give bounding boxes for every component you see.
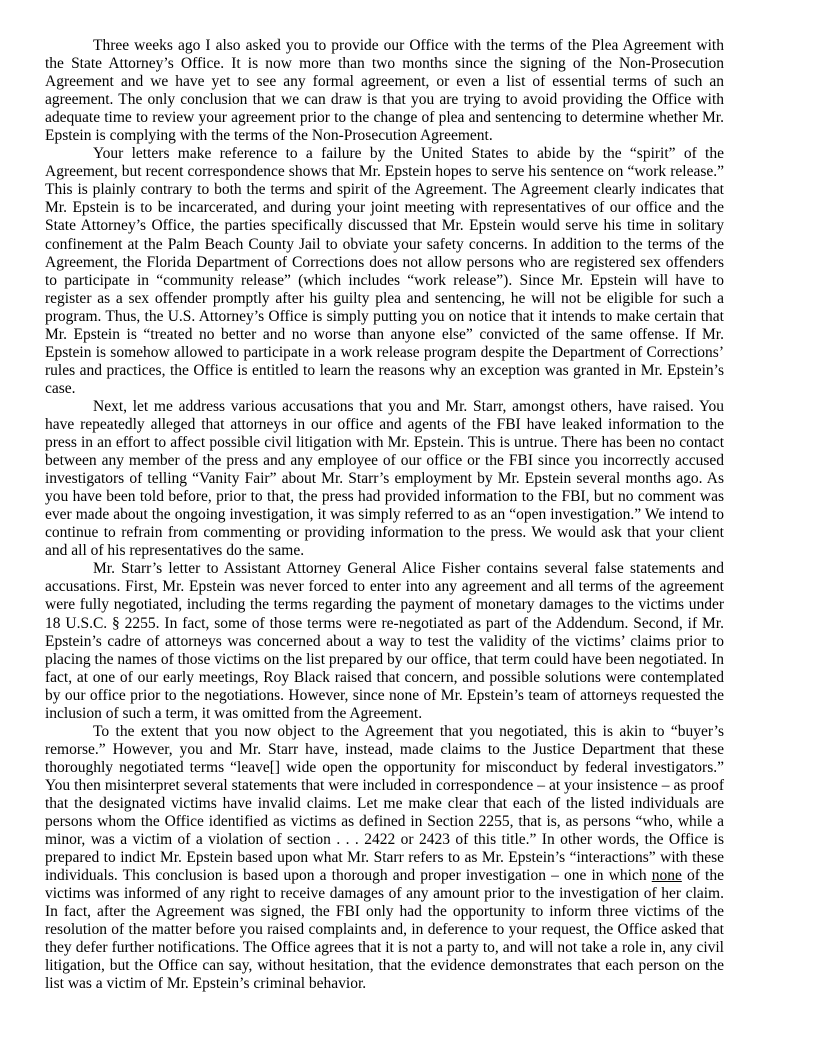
letter-page	[45, 37, 724, 993]
paragraph-text-before: To the extent that you now object to the Agreement that you negotiated, this is akin to “buyer’s remorse.” However, you and Mr. Starr have, instead, made claims to the Justice Department that these thoroughly negotiated terms “leave[] wide open the opportunity for misconduct by federal investigators.” You then misinterpret several statements that were included in correspondence – at your insistence – as proof that the designated victims have invalid claims. Let me make clear that each of the listed individuals are persons whom the Office identified as victims as defined in Section 2255, that is, as persons “who, while a minor, was a victim of a violation of section . . . 2422 or 2423 of this title.” In other words, the Office is prepared to indict Mr. Epstein based upon what Mr. Starr refers to as Mr. Epstein’s “interactions” with these individuals. This conclusion is based upon a thorough and proper investigation – one in which	[45, 722, 724, 885]
paragraph-starr-letter: Mr. Starr’s letter to Assistant Attorney General Alice Fisher contains several false statements and accusations. First, Mr. Epstein was never forced to enter into any agreement and all terms of the agreement were fully negotiated, including the terms regarding the payment of monetary damages to the victims under 18 U.S.C. § 2255. In fact, some of those terms were re-negotiated as part of the Addendum. Second, if Mr. Epstein’s cadre of attorneys was concerned about a way to test the validity of the victims’ claims prior to placing the names of those victims on the list prepared by our office, that term could have been negotiated. In fact, at one of our early meetings, Roy Black raised that concern, and possible solutions were contemplated by our office prior to the negotiations. However, since none of Mr. Epstein’s team of attorneys requested the inclusion of such a term, it was omitted from the Agreement.	[45, 560, 724, 722]
paragraph-buyers-remorse	[45, 723, 724, 994]
paragraph-plea-agreement: Three weeks ago I also asked you to provide our Office with the terms of the Plea Agreement with the State Attorney’s Office. It is now more than two months since the signing of the Non-Prosecution Agreement and we have yet to see any formal agreement, or even a list of essential terms of such an agreement. The only conclusion that we can draw is that you are trying to avoid providing the Office with adequate time to review your agreement prior to the change of plea and sentencing to determine whether Mr. Epstein is complying with the terms of the Non-Prosecution Agreement.	[45, 37, 724, 145]
paragraph-press-accusations: Next, let me address various accusations that you and Mr. Starr, amongst others, have raised. You have repeatedly alleged that attorneys in our office and agents of the FBI have leaked information to the press in an effort to affect possible civil litigation with Mr. Epstein. This is untrue. There has been no contact between any member of the press and any employee of our office or the FBI since you incorrectly accused investigators of telling “Vanity Fair” about Mr. Starr’s employment by Mr. Epstein several months ago. As you have been told before, prior to that, the press had provided information to the FBI, but no comment was ever made about the ongoing investigation, it was simply referred to as an “open investigation.” We intend to continue to refrain from commenting or providing information to the press. We would ask that your client and all of his representatives do the same.	[45, 397, 724, 560]
paragraph-text-after: of the victims was informed of any right to receive damages of any amount prior to the investigation of her claim. In fact, after the Agreement was signed, the FBI only had the opportunity to inform three victims of the resolution of the matter before you raised complaints and, in deference to your request, the Office asked that they defer further notifications. The Office agrees that it is not a party to, and will not take a role in, any civil litigation, but the Office can say, without hesitation, that the evidence demonstrates that each person on the list was a victim of Mr. Epstein’s criminal behavior.	[45, 867, 724, 993]
paragraph-work-release: Your letters make reference to a failure by the United States to abide by the “spirit” of the Agreement, but recent correspondence shows that Mr. Epstein hopes to serve his sentence on “work release.” This is plainly contrary to both the terms and spirit of the Agreement. The Agreement clearly indicates that Mr. Epstein is to be incarcerated, and during your joint meeting with representatives of our office and the State Attorney’s Office, the parties specifically discussed that Mr. Epstein would serve his time in solitary confinement at the Palm Beach County Jail to obviate your safety concerns. In addition to the terms of the Agreement, the Florida Department of Corrections does not allow persons who are registered sex offenders to participate in “community release” (which includes “work release”). Since Mr. Epstein will have to register as a sex offender promptly after his guilty plea and sentencing, he will not be eligible for such a program. Thus, the U.S. Attorney’s Office is simply putting you on notice that it intends to make certain that Mr. Epstein is “treated no better and no worse than anyone else” convicted of the same offense. If Mr. Epstein is somehow allowed to participate in a work release program despite the Department of Corrections’ rules and practices, the Office is entitled to learn the reasons why an exception was granted in Mr. Epstein’s case.	[45, 145, 724, 397]
underlined-word: none	[651, 867, 682, 885]
